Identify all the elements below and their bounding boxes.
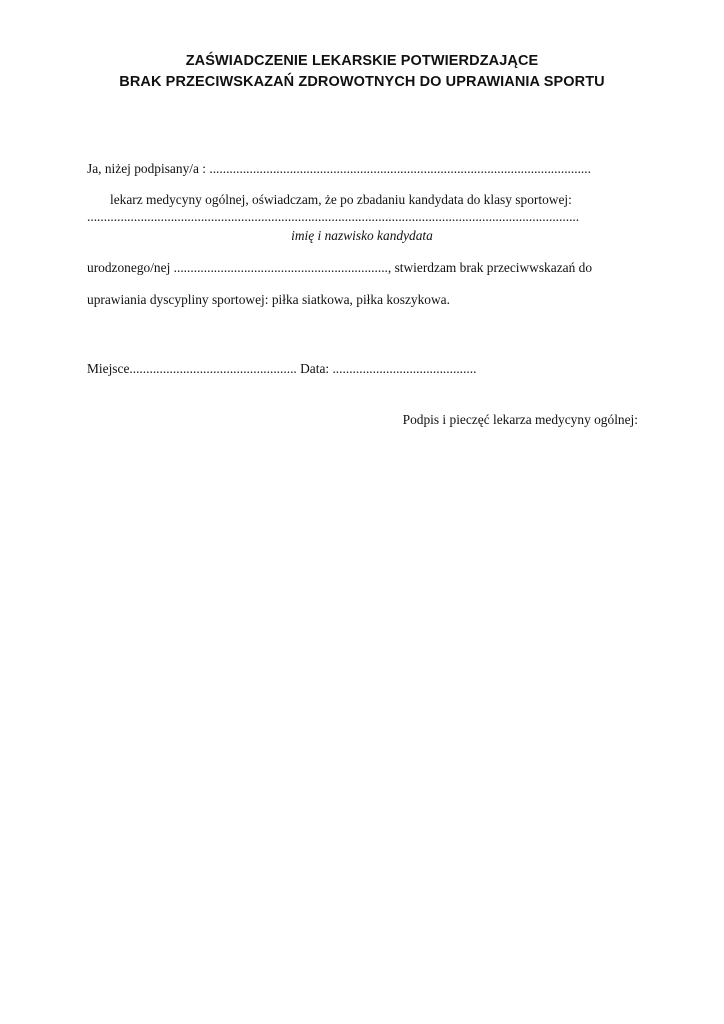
candidate-name-blank: ................................................................................................................................................... xyxy=(87,209,580,224)
document-title-line1: ZAŚWIADCZENIE LEKARSKIE POTWIERDZAJĄCE xyxy=(185,53,539,69)
signature-label: Podpis i pieczęć lekarza medycyny ogólnej: xyxy=(402,412,638,427)
birth-date-line: urodzonego/nej ................................................................, stwierdzam brak przeciwwskazań do xyxy=(87,260,593,275)
doctor-statement-line: lekarz medycyny ogólnej, oświadczam, że po zbadaniu kandydata do klasy sportowej: xyxy=(110,192,572,207)
signer-name-line: Ja, niżej podpisany/a : .................................................................................................................. xyxy=(87,161,591,176)
document-title-line2: BRAK PRZECIWSKAZAŃ ZDROWOTNYCH DO UPRAWIANIA SPORTU xyxy=(119,74,605,90)
place-date-line: Miejsce.................................................. Data: ........................................... xyxy=(87,361,477,376)
sport-disciplines-line: uprawiania dyscypliny sportowej: piłka siatkowa, piłka koszykowa. xyxy=(87,292,450,307)
candidate-name-caption: imię i nazwisko kandydata xyxy=(291,228,433,243)
